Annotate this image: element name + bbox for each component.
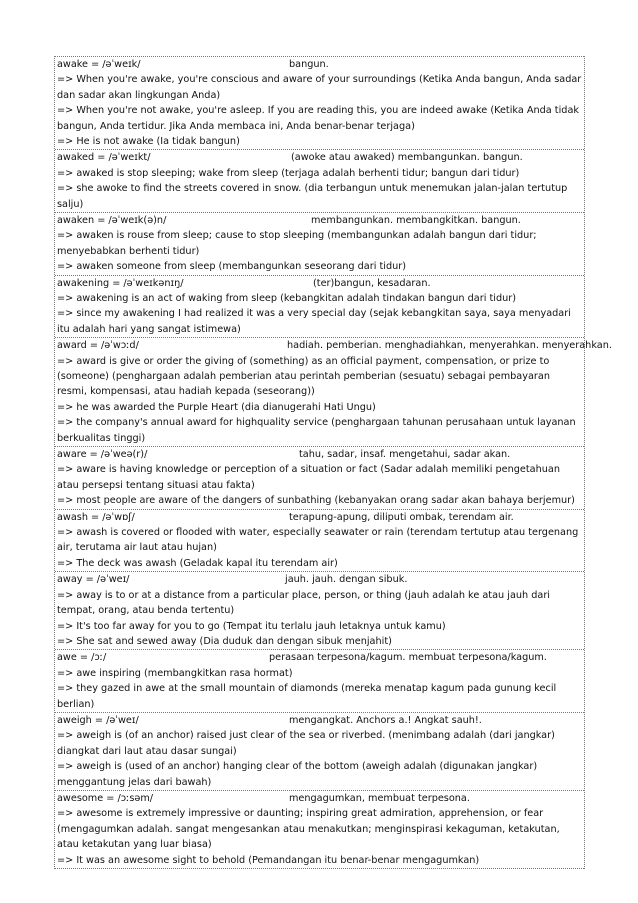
example-line: => It's too far away for you to go (Tempat itu terlalu jauh letaknya untuk kamu) (57, 620, 446, 632)
headword-pronunciation: away = /əˈweɪ/ (57, 574, 130, 586)
example-line: => She sat and sewed away (Dia duduk dan dengan sibuk menjahit) (57, 635, 392, 647)
meaning-text: membangunkan. membangkitkan. bangun. (311, 215, 521, 227)
dictionary-entry (55, 149, 584, 212)
entry-header (57, 57, 582, 72)
headword-pronunciation: aweigh = /əˈweɪ/ (57, 714, 139, 726)
entry-header (57, 213, 582, 228)
example-line: => aweigh is (of an anchor) raised just clear of the sea or riverbed. (menimbang adalah (dari jangkar) diangkat dari laut atau dasar sungai) (57, 730, 555, 757)
meaning-text: jauh. jauh. dengan sibuk. (285, 574, 408, 586)
dictionary-entry (55, 571, 584, 649)
headword-pronunciation: awash = /əˈwɒʃ/ (57, 511, 135, 523)
entry-header (57, 447, 582, 462)
example-line: => awakening is an act of waking from sleep (kebangkitan adalah tindakan bangun dari tidur) (57, 293, 517, 305)
entry-header (57, 510, 582, 525)
meaning-text: mengangkat. Anchors a.! Angkat sauh!. (289, 714, 482, 726)
meaning-text: tahu, sadar, insaf. mengetahui, sadar akan. (299, 449, 511, 461)
meaning-text: perasaan terpesona/kagum. membuat terpesona/kagum. (269, 652, 547, 664)
dictionary-page (54, 56, 612, 869)
meaning-text: terapung-apung, diliputi ombak, terendam air. (289, 511, 514, 523)
entry-header (57, 791, 582, 806)
entry-header (57, 650, 582, 665)
headword-pronunciation: aware = /əˈweə(r)/ (57, 449, 148, 461)
example-line: => they gazed in awe at the small mountain of diamonds (mereka menatap kagum pada gunung kecil berlian) (57, 683, 557, 710)
dictionary-entry (55, 712, 584, 790)
meaning-text: mengagumkan, membuat terpesona. (289, 792, 470, 804)
example-line: => awe inspiring (membangkitkan rasa hormat) (57, 667, 293, 679)
headword-pronunciation: awesome = /ɔːsəm/ (57, 792, 154, 804)
example-line: => since my awakening I had realized it was a very special day (sejak kebangkitan saya, saya menyadari itu adalah hari yang sangat istimewa) (57, 308, 571, 335)
meaning-text: hadiah. pemberian. menghadiahkan, menyerahkan. menyerahkan. (287, 340, 612, 352)
example-line: => When you're awake, you're conscious and aware of your surroundings (Ketika Anda bangun, Anda sadar dan sadar akan lingkungan Anda) (57, 74, 582, 101)
dictionary-entry (55, 56, 584, 149)
example-line: => away is to or at a distance from a particular place, person, or thing (jauh adalah ke atau jauh dari tempat, orang, atau benda tertentu) (57, 589, 550, 617)
dictionary-entry (55, 275, 584, 338)
dictionary-entry (55, 790, 584, 869)
example-line: => aware is having knowledge or perception of a situation or fact (Sadar adalah memiliki pengetahuan atau persepsi tentang situasi atau fakta) (57, 464, 560, 491)
example-line: => award is give or order the giving of (something) as an official payment, compensation, or prize to (someone) (penghargaan adalah pemberian atau perintah pemberian (sesuatu) sebagai pembayaran resmi, kompensasi, atau hadiah kepada (seseorang)) (57, 355, 550, 398)
dictionary-entry (55, 446, 584, 509)
example-line: => awash is covered or flooded with water, especially seawater or rain (terendam tertutup atau tergenang air, terutama air laut atau hujan) (57, 527, 579, 554)
meaning-text: (awoke atau awaked) membangunkan. bangun. (291, 152, 523, 164)
entry-header (57, 338, 612, 353)
entry-header (57, 713, 582, 728)
example-line: => It was an awesome sight to behold (Pemandangan itu benar-benar mengagumkan) (57, 854, 480, 866)
example-line: => The deck was awash (Geladak kapal itu terendam air) (57, 557, 338, 569)
example-line: => she awoke to find the streets covered in snow. (dia terbangun untuk menemukan jalan-jalan tertutup salju) (57, 183, 568, 210)
example-line: => awaked is stop sleeping; wake from sleep (terjaga adalah berhenti tidur; bangun dari tidur) (57, 167, 520, 179)
entry-header (57, 150, 582, 165)
dictionary-entry (55, 649, 584, 712)
headword-pronunciation: awakening = /əˈweɪkənɪŋ/ (57, 277, 184, 289)
dictionary-entry (55, 337, 612, 446)
dictionary-entry (55, 212, 584, 275)
example-line: => aweigh is (used of an anchor) hanging clear of the bottom (aweigh adalah (digunakan jangkar) menggantung jelas dari bawah) (57, 761, 538, 788)
example-line: => the company's annual award for highquality service (penghargaan tahunan perusahaan untuk layanan berkualitas tinggi) (57, 417, 576, 444)
example-line: => awesome is extremely impressive or daunting; inspiring great admiration, apprehension, or fear (mengagumkan adalah. sangat mengesankan atau menakutkan; menginspirasi kekaguman, ketakutan, atau ketakutan yang luar biasa) (57, 808, 560, 851)
example-line: => awaken is rouse from sleep; cause to stop sleeping (membangunkan adalah bangun dari tidur; menyebabkan berhenti tidur) (57, 230, 537, 257)
headword-pronunciation: award = /əˈwɔːd/ (57, 340, 139, 352)
headword-pronunciation: awake = /əˈweɪk/ (57, 59, 141, 70)
dictionary-entry (55, 509, 584, 572)
meaning-text: (ter)bangun, kesadaran. (313, 277, 431, 289)
headword-pronunciation: awe = /ɔː/ (57, 652, 107, 664)
headword-pronunciation: awaken = /əˈweɪk(ə)n/ (57, 215, 167, 227)
headword-pronunciation: awaked = /əˈweɪkt/ (57, 152, 151, 164)
meaning-text: bangun. (289, 59, 329, 70)
entry-header (57, 276, 582, 291)
example-line: => He is not awake (Ia tidak bangun) (57, 136, 240, 148)
example-line: => he was awarded the Purple Heart (dia dianugerahi Hati Ungu) (57, 401, 376, 413)
entry-header (57, 572, 582, 587)
example-line: => awaken someone from sleep (membangunkan seseorang dari tidur) (57, 261, 407, 273)
example-line: => When you're not awake, you're asleep. If you are reading this, you are indeed awake (Ketika Anda tidak bangun, Anda tertidur. Jika Anda membaca ini, Anda benar-benar terjaga) (57, 105, 579, 132)
example-line: => most people are aware of the dangers of sunbathing (kebanyakan orang sadar akan bahaya berjemur) (57, 495, 575, 507)
